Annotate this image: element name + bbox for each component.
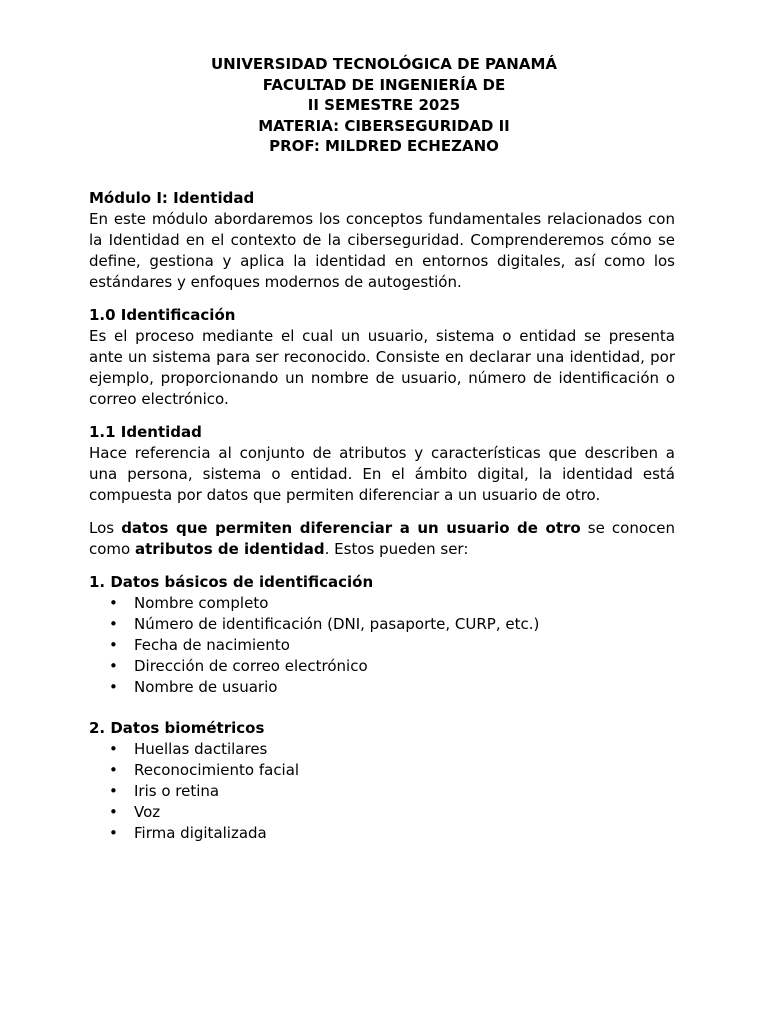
list-item: • Reconocimiento facial xyxy=(89,760,675,781)
university-name: UNIVERSIDAD TECNOLÓGICA DE PANAMÁ xyxy=(211,55,557,73)
list-item: • Nombre completo xyxy=(89,593,675,614)
list-item: • Nombre de usuario xyxy=(89,677,675,698)
document-body xyxy=(89,188,675,844)
list-item: • Número de identificación (DNI, pasaporte, CURP, etc.) xyxy=(89,614,675,635)
document-header xyxy=(0,54,768,157)
list-item: • Voz xyxy=(89,802,675,823)
biometric-data-list xyxy=(89,739,675,844)
list-item: • Fecha de nacimiento xyxy=(89,635,675,656)
professor-name: PROF: MILDRED ECHEZANO xyxy=(269,137,499,155)
attributes-bold-2: atributos de identidad xyxy=(134,540,325,558)
course-name: MATERIA: CIBERSEGURIDAD II xyxy=(258,116,510,135)
identidad-body: Hace referencia al conjunto de atributos y características que describen a una persona, sistema o entidad. En el ámbito digital, la identidad está compuesta por datos que permiten diferenciar a un usuario de otro. xyxy=(89,444,675,504)
identidad-heading: 1.1 Identidad xyxy=(89,423,202,441)
module-title: Módulo I: Identidad xyxy=(89,189,255,207)
list-item: • Huellas dactilares xyxy=(89,739,675,760)
semester: II SEMESTRE 2025 xyxy=(307,96,461,114)
faculty-name: FACULTAD DE INGENIERÍA DE xyxy=(262,75,506,94)
attributes-text-1: Los xyxy=(89,519,122,537)
attributes-paragraph xyxy=(89,518,675,560)
list-item: • Iris o retina xyxy=(89,781,675,802)
identificacion-heading: 1.0 Identificación xyxy=(89,306,236,324)
biometric-data-heading: 2. Datos biométricos xyxy=(89,719,265,737)
attributes-text-2: se conocen como xyxy=(89,519,676,558)
identificacion-body: Es el proceso mediante el cual un usuario, sistema o entidad se presenta ante un sistema para ser reconocido. Consiste en declarar una identidad, por ejemplo, proporcionando un nombre de usuario, número de identificación o correo electrónico. xyxy=(89,327,675,408)
attributes-bold-1: datos que permiten diferenciar a un usuario de otro xyxy=(121,519,581,537)
basic-data-list xyxy=(89,593,675,698)
attributes-text-3: . Estos pueden ser: xyxy=(324,540,469,558)
list-item: • Firma digitalizada xyxy=(89,823,675,844)
module-intro: En este módulo abordaremos los conceptos fundamentales relacionados con la Identidad en el contexto de la ciberseguridad. Comprenderemos cómo se define, gestiona y aplica la identidad en entornos digitales, así como los estándares y enfoques modernos de autogestión. xyxy=(89,210,675,291)
basic-data-heading: 1. Datos básicos de identificación xyxy=(89,573,374,591)
list-item: • Dirección de correo electrónico xyxy=(89,656,675,677)
